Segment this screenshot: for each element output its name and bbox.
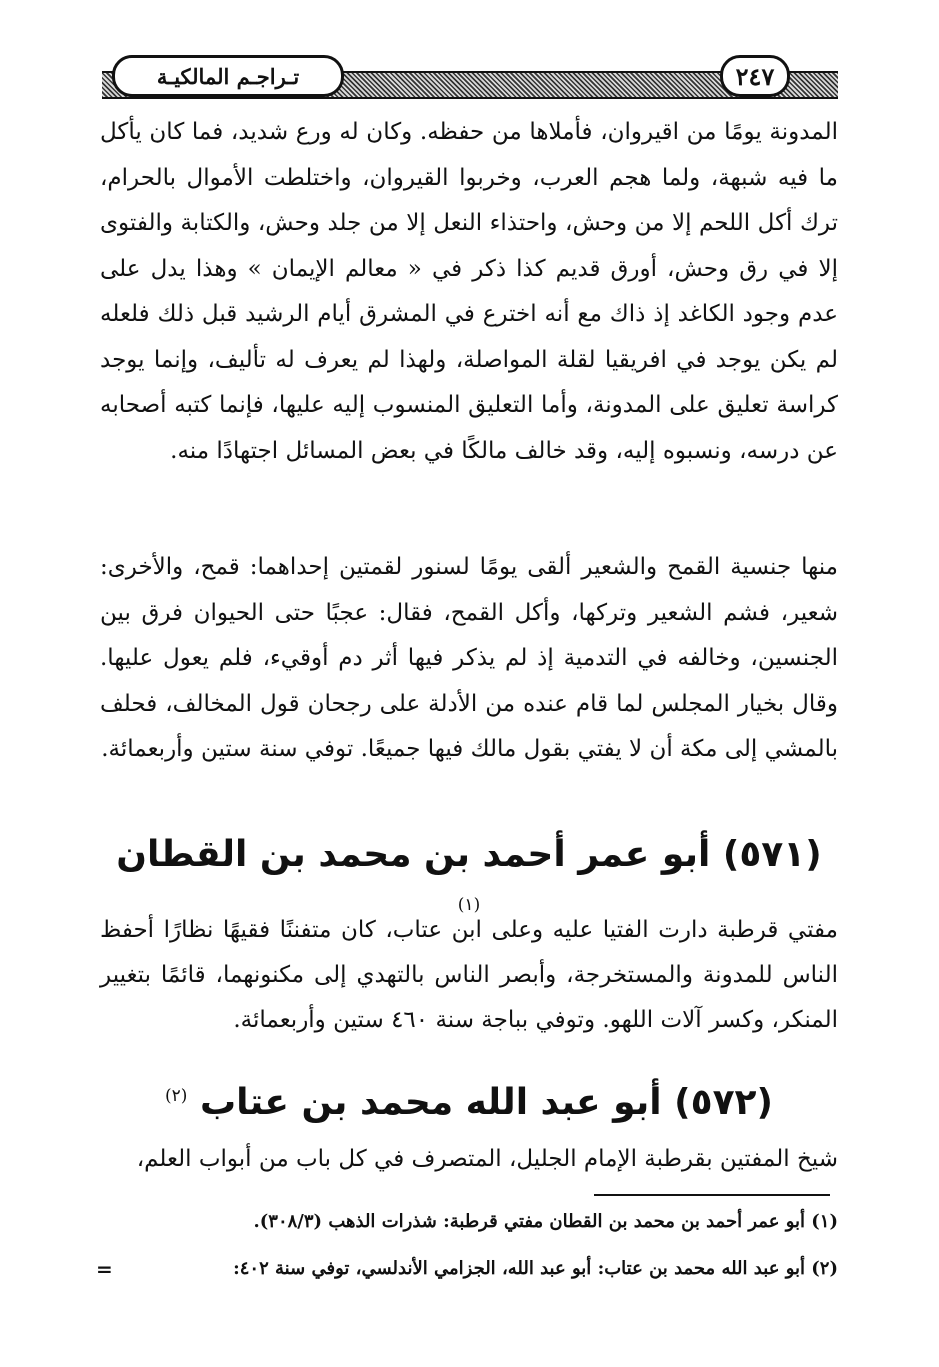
running-header-title bbox=[112, 55, 344, 97]
footnote-ref-1: (١) bbox=[457, 895, 481, 915]
entry-heading-572 bbox=[100, 1071, 838, 1128]
page-number: ٢٤٧ bbox=[735, 61, 775, 91]
entry-heading-571-text: (٥٧١) أبو عمر أحمد بن محمد بن القطان bbox=[116, 834, 822, 875]
header-rule-bottom bbox=[102, 97, 838, 99]
footnote-separator bbox=[594, 1194, 830, 1196]
running-header-text: تـراجـم المالكيـة bbox=[156, 63, 300, 89]
body-paragraph-2: منها جنسية القمح والشعير ألقى يومًا لسنور لقمتين إحداهما: قمح، والأخرى: شعير، فشم الشعير وتركها، وأكل القمح، فقال: عجبًا حتى الحيوان فرق بين الجنسين، وخالفه في التدمية إذ لم يذكر فيها أثر دم أوقيء، فلم يعول عليها. وقال بخيار المجلس لما قام عنده من الأدلة على رجحان قول المخالف، فحلف بالمشي إلى مكة أن لا يفتي بقول مالك فيها جميعًا. توفي سنة ستين وأربعمائة. bbox=[100, 554, 838, 762]
body-paragraph-1: المدونة يومًا من اقيروان، فأملاها من حفظه. وكان له ورع شديد، فما كان يأكل ما فيه شبهة، ولما هجم العرب، وخربوا القيروان، واختلطت الأموال بالحرام، ترك أكل اللحم إلا من وحش، واحتذاء النعل إلا من جلد وحش، والكتابة والفتوى إلا في رق وحش، أورق قديم كذا ذكر في « معالم الإيمان » وهذا يدل على عدم وجود الكاغد إذ ذاك مع أنه اخترع في المشرق أيام الرشيد قبل ذلك فلعله لم يكن يوجد في افريقيا لقلة المواصلة، ولهذا لم يعرف له تأليف، وإنما يوجد كراسة تعليق على المدونة، وأما التعليق المنسوب إليه عليها، فإنما كتبه أصحابه عن درسه، ونسبوه إليه، وقد خالف مالكًا في بعض المسائل اجتهادًا منه. bbox=[100, 119, 838, 464]
entry-heading-572-text: (٥٧٢) أبو عبد الله محمد بن عتاب bbox=[199, 1082, 773, 1123]
footnote-continuation-mark: = bbox=[96, 1257, 113, 1281]
body-paragraph-4: شيخ المفتين بقرطبة الإمام الجليل، المتصرف في كل باب من أبواب العلم، bbox=[136, 1146, 838, 1172]
footnote-1: (١) أبو عمر أحمد بن محمد بن القطان مفتي قرطبة: شذرات الذهب (٣٠٨/٣). bbox=[253, 1211, 838, 1232]
page-number-badge bbox=[720, 55, 790, 97]
footnote-ref-2: (٢) bbox=[165, 1086, 188, 1106]
body-paragraph-3: مفتي قرطبة دارت الفتيا عليه وعلى ابن عتاب، كان متفننًا فقيهًا نظارًا أحفظ الناس للمدونة والمستخرجة، وأبصر الناس بالتهدي إلى مكنونهما، قائمًا بتغيير المنكر، وكسر آلات اللهو. وتوفي بباجة سنة ٤٦٠ ستين وأربعمائة. bbox=[100, 917, 838, 1033]
footnote-2: (٢) أبو عبد الله محمد بن عتاب: أبو عبد الله، الجزامي الأندلسي، توفي سنة ٤٠٢: bbox=[233, 1258, 838, 1279]
